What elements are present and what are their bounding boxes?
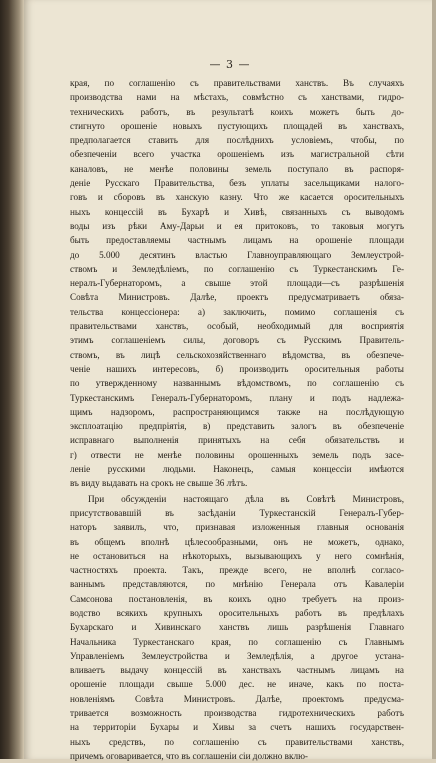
text-line: до 5.000 десятинъ властью Главноуправляющаго Землеустрой- xyxy=(70,249,404,260)
text-line: Начальника Туркестанскаго края, по соглашенію съ Главнымъ xyxy=(70,636,404,647)
text-line: по утвержденному названнымъ вѣдомствомъ, по соглашенію съ xyxy=(70,378,404,389)
text-line: При обсужденіи настоящаго дѣла въ Совѣтѣ Министровъ, xyxy=(88,493,404,504)
paragraph-2 xyxy=(70,492,404,763)
text-line: орошеніе площади свыше 5.000 дес. не иначе, какъ по поста- xyxy=(70,679,404,690)
text-line: эксплоатацію предпріятія, в) представить залогъ въ обезпеченіе xyxy=(70,421,404,432)
text-line: въ общемъ вполнѣ цѣлесообразными, онъ не можетъ, однако, xyxy=(70,536,404,547)
text-line: тельства концессіонера: а) заключить, помимо соглашенія съ xyxy=(70,306,404,317)
text-line: быть предоставляемы частнымъ лицамъ на орошеніе площади xyxy=(70,235,404,246)
binding-gutter xyxy=(0,0,24,759)
text-line: говъ и сборовъ въ ханскую казну. Что же касается оросительныхъ xyxy=(70,192,404,203)
text-line: ваннымъ представляются, по мнѣнію Генерала отъ Кавалеріи xyxy=(70,579,404,590)
text-line: водство всякихъ крупныхъ оросительныхъ работъ въ предѣлахъ xyxy=(70,607,404,618)
paragraph-1 xyxy=(70,76,404,491)
text-line: обезпеченіи всего участка орошеніемъ изъ магистральной сѣти xyxy=(70,149,404,160)
text-line: Бухарскаго и Хивинскаго ханствъ лишь разрѣшенія Главнаго xyxy=(70,622,404,633)
text-line: исправнаго выполненія принятыхъ на себя обязательствъ и xyxy=(70,435,404,446)
text-line: щимъ надзоромъ, распространяющимся также на послѣдующую xyxy=(70,406,404,417)
text-line: наторъ заявилъ, что, признавая изложенныя главныя основанія xyxy=(70,522,404,533)
text-line: частностяхъ проекта. Такъ, прежде всего, не вполнѣ согласо- xyxy=(70,565,404,576)
text-line: предполагается ставить для послѣднихъ условіемъ, чтобы, по xyxy=(70,135,404,146)
page-edge xyxy=(432,0,436,759)
text-line: въ виду выдавать на срокъ не свыше 36 лѣтъ. xyxy=(70,478,248,489)
text-line: не остановиться на нѣкоторыхъ, вызывающихъ у него сомнѣнія, xyxy=(70,550,404,561)
text-line: ченіе нашихъ интересовъ, б) производить оросительныя работы xyxy=(70,363,404,374)
text-line: присутствовавшій въ засѣданіи Туркестанскій Генералъ-Губер- xyxy=(70,507,404,518)
text-line: техническихъ работъ, въ результатѣ коихъ можетъ быть до- xyxy=(70,106,404,117)
text-line: правительствами ханствъ, особый, необходимый для восприятія xyxy=(70,321,404,332)
text-line: воды изъ рѣки Аму-Дарьи и ея притоковъ, то таковыя могутъ xyxy=(70,220,404,231)
text-line: ныхъ концессій въ Бухарѣ и Хивѣ, связанныхъ съ выводомъ xyxy=(70,206,404,217)
text-line: ныхъ средствъ, по соглашенію съ правительствами ханствъ, xyxy=(70,736,404,747)
text-line: Туркестанскимъ Генералъ-Губернаторомъ, плану и подъ надлежа- xyxy=(70,392,404,403)
text-line: вливаетъ выдачу концессій въ ханствахъ частнымъ лицамъ на xyxy=(70,665,404,676)
page-number: — 3 — xyxy=(209,58,251,71)
text-line: Управленіемъ Землеустройства и Земледѣлія, а другое устана- xyxy=(70,650,404,661)
text-line: края, по соглашенію съ правительствами ханствъ. Въ случаяхъ xyxy=(70,78,404,88)
document-page xyxy=(24,0,436,759)
text-line: причемъ оговаривается, что въ соглашеніи сіи должно вклю- xyxy=(70,750,308,761)
text-line: нералъ-Губернаторомъ, а свыше этой площади—съ разрѣшенія xyxy=(70,278,404,289)
text-line: Совѣта Министровъ. Далѣе, проектъ предусматриваетъ обяза- xyxy=(70,292,404,303)
text-line: каналовъ, не менѣе половины земель поступало въ распоря- xyxy=(70,163,404,174)
body-text xyxy=(70,76,404,763)
text-line: тривается возможность производства гидротехническихъ работъ xyxy=(70,708,404,719)
text-line: на территоріи Бухары и Хивы за счетъ нашихъ государствен- xyxy=(70,722,404,733)
text-line: г) отвести не менѣе половины орошенныхъ земель подъ засе- xyxy=(70,449,404,460)
text-line: деніе Русскаго Правительства, безъ уплаты засельщиками налого- xyxy=(70,178,404,189)
text-line: этимъ соглашеніемъ силы, договоръ съ Русскимъ Правитель- xyxy=(70,335,404,346)
text-line: стигнуто орошеніе новыхъ пустующихъ площадей въ ханствахъ, xyxy=(70,120,404,131)
text-line: Самсонова постановленія, въ коихъ одно требуетъ на произ- xyxy=(70,593,404,604)
text-line: леніе русскими людьми. Наконецъ, самыя концессіи имѣются xyxy=(70,464,404,475)
text-line: новленіямъ Совѣта Министровъ. Далѣе, проектомъ предусма- xyxy=(70,693,404,704)
text-line: ствомъ, въ лицѣ сельскохозяйственнаго вѣдомства, въ обезпече- xyxy=(70,349,404,360)
text-line: ствомъ и Земледѣліемъ, по соглашенію съ Туркестанскимъ Ге- xyxy=(70,263,404,274)
text-line: производства нами на мѣстахъ, совмѣстно съ ханствами, гидро- xyxy=(70,92,404,103)
